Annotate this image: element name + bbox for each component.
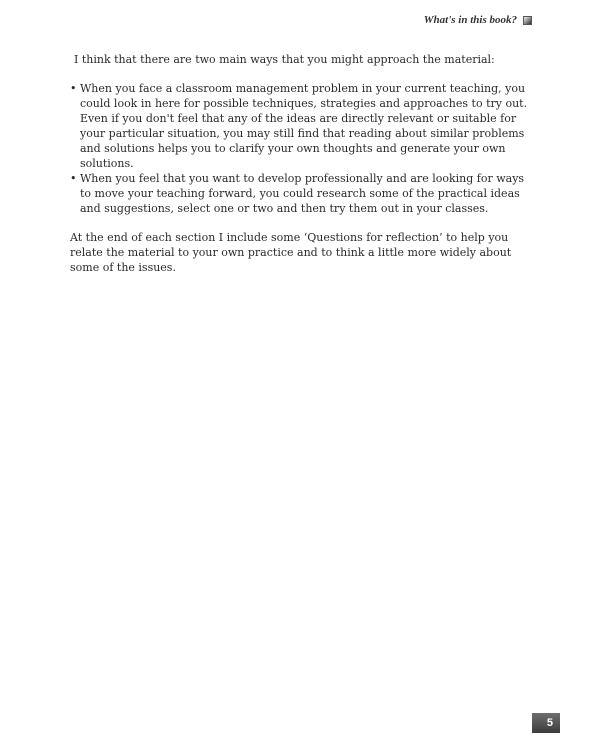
list-item bbox=[70, 81, 538, 171]
bullet-text: When you face a classroom management problem in your current teaching, you could look in here for possible techniques, strategies and approaches to try out. Even if you don't feel that any of the ideas are directly relevant or suitable for your particular situation, you may still find that reading about similar problems and solutions helps you to clarify your own thoughts and generate your own solutions. bbox=[80, 82, 528, 170]
running-header bbox=[424, 14, 532, 26]
page-body bbox=[70, 52, 538, 275]
header-title: What's in this book? bbox=[423, 14, 517, 26]
bullet-icon: • bbox=[70, 172, 77, 185]
closing-paragraph: At the end of each section I include some ‘Questions for reflection’ to help you relate the material to your own practice and to think a little more widely about some of the issues. bbox=[70, 231, 512, 274]
gradient-square-icon bbox=[523, 16, 532, 25]
page-number bbox=[532, 713, 560, 733]
bullet-list bbox=[70, 81, 538, 216]
page-number-label: 5 bbox=[546, 717, 553, 729]
bullet-icon: • bbox=[70, 82, 77, 95]
list-item bbox=[70, 171, 538, 216]
bullet-text: When you feel that you want to develop professionally and are looking for ways to move your teaching forward, you could research some of the practical ideas and suggestions, select one or two and then try them out in your classes. bbox=[80, 172, 525, 215]
intro-paragraph: I think that there are two main ways that you might approach the material: bbox=[74, 53, 495, 66]
